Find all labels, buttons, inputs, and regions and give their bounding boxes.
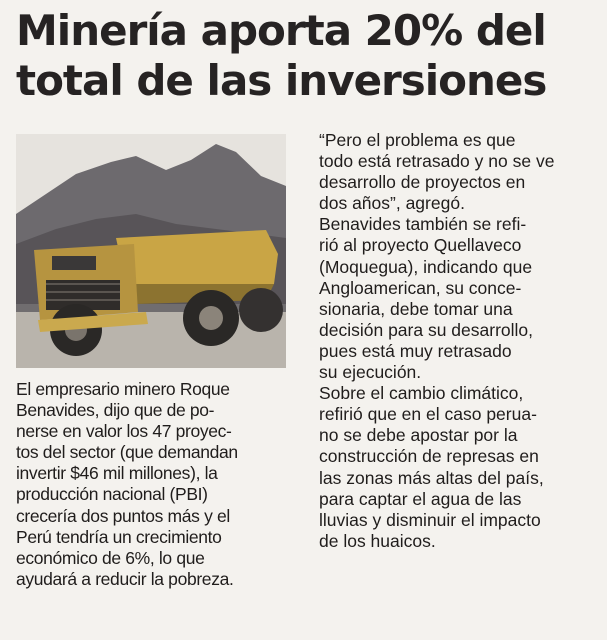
text-line: sionaria, debe tomar una bbox=[319, 298, 513, 319]
text-line: para captar el agua de las bbox=[319, 488, 522, 509]
text-line: El empresario minero Roque bbox=[16, 379, 230, 399]
text-line: decisión para su desarrollo, bbox=[319, 319, 534, 340]
text-line: “Pero el problema es que bbox=[319, 130, 516, 150]
headline bbox=[16, 6, 596, 106]
headline-line: Minería aporta 20% del bbox=[16, 6, 546, 55]
text-line: de los huaicos. bbox=[319, 530, 436, 551]
text-line: Benavides también se refi- bbox=[319, 214, 527, 235]
text-line: Sobre el cambio climático, bbox=[319, 383, 524, 404]
left-column bbox=[16, 379, 294, 590]
text-line: ayudará a reducir la pobreza. bbox=[16, 568, 234, 589]
text-line: no se debe apostar por la bbox=[319, 425, 518, 446]
text-line: producción nacional (PBI) bbox=[16, 484, 208, 505]
truck-wheel bbox=[239, 288, 283, 332]
text-line: todo está retrasado y no se ve bbox=[319, 151, 555, 172]
truck-bed bbox=[116, 230, 278, 284]
photo-illustration bbox=[16, 134, 286, 368]
text-line: lluvias y disminuir el impacto bbox=[319, 509, 541, 530]
right-column bbox=[319, 130, 599, 552]
text-line: pues está muy retrasado bbox=[319, 340, 512, 361]
text-line: dos años”, agregó. bbox=[319, 193, 465, 214]
text-line: construcción de represas en bbox=[319, 446, 539, 467]
text-line: las zonas más altas del país, bbox=[319, 467, 544, 488]
wheel-hub bbox=[199, 306, 223, 330]
headline-line: total de las inversiones bbox=[16, 56, 547, 105]
text-line: crecería dos puntos más y el bbox=[16, 505, 230, 526]
text-line: su ejecución. bbox=[319, 362, 422, 383]
text-line: nerse en valor los 47 proyec- bbox=[16, 421, 232, 442]
text-line: invertir $46 mil millones), la bbox=[16, 463, 218, 484]
text-line: refirió que en el caso perua- bbox=[319, 404, 537, 425]
text-line: económico de 6%, lo que bbox=[16, 547, 205, 568]
text-line: Angloamerican, su conce- bbox=[319, 277, 522, 298]
text-line: desarrollo de proyectos en bbox=[319, 172, 526, 193]
text-line: Perú tendría un crecimiento bbox=[16, 526, 222, 547]
text-line: rió al proyecto Quellaveco bbox=[319, 235, 522, 256]
text-line: Benavides, dijo que de po- bbox=[16, 400, 215, 421]
truck-window bbox=[52, 256, 96, 270]
text-line: (Moquegua), indicando que bbox=[319, 256, 533, 277]
mining-truck-photo bbox=[16, 134, 286, 368]
text-line: tos del sector (que demandan bbox=[16, 442, 238, 463]
